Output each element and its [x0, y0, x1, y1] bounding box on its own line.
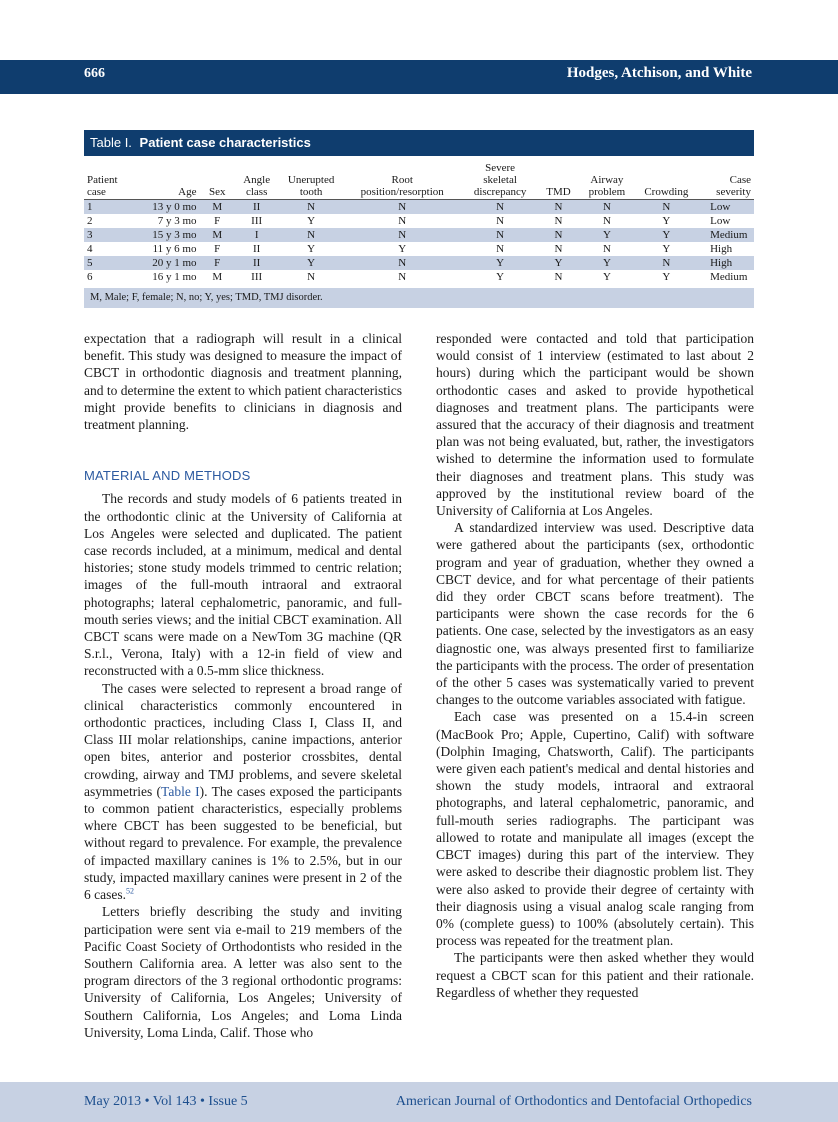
table-cell: 6 — [87, 271, 93, 283]
table-cell: N — [540, 200, 578, 215]
table-cell: N — [577, 200, 636, 215]
table-cell: N — [602, 215, 611, 227]
table-cell: Y — [637, 228, 697, 242]
table-cell: N — [278, 200, 343, 215]
table-cell: II — [253, 243, 261, 255]
table-cell: High — [696, 256, 754, 270]
table-title: Patient case characteristics — [139, 135, 311, 150]
table-cell: Y — [307, 215, 316, 227]
table-cell: 16 y 1 mo — [152, 271, 197, 283]
body-paragraph: The cases were selected to represent a broad range of clinical characteristics commonly encountered in orthodontic practices, including Class I, Class II, and Class III molar relationships, canine impactions, anterior open bites, anterior and posterior crossbites, dental crowding, airway and TMJ problems, and severe skeletal asymmetries (Table I). The cases exposed the participants to common patient characteristics, especially problems where CBCT has been suggested to be beneficial, but without regard to prevalence. For example, the prevalence of impacted maxillary canines is 1% to 2.5%, but in our study, impacted maxillary canines were present in 2 of the 6 cases.$^{52}$ — [84, 680, 402, 903]
table-cell: N — [344, 200, 461, 215]
table-label: Table I. — [90, 135, 132, 150]
table-cell: 1 — [84, 200, 133, 215]
left-column — [84, 330, 402, 1041]
table-row — [84, 270, 754, 284]
table-cell: Y — [278, 256, 343, 270]
table-cell: N — [554, 271, 563, 283]
col-header: Airway problem — [577, 162, 636, 200]
table-cell: N — [344, 256, 461, 270]
table-cell: Low — [710, 215, 731, 227]
citation-link[interactable]: 52 — [125, 886, 134, 896]
table-cell: 13 y 0 mo — [133, 200, 199, 215]
table-cell: Y — [461, 256, 540, 270]
table-cell: II — [235, 256, 279, 270]
table-row — [84, 214, 754, 228]
table-cell: N — [398, 271, 407, 283]
table-header-row — [84, 162, 754, 200]
table-cell: F — [214, 243, 221, 255]
table-1 — [84, 130, 754, 308]
col-header: TMD — [540, 162, 578, 200]
col-header: Angle class — [235, 162, 279, 200]
table-cell: III — [251, 215, 263, 227]
table-cell: M — [200, 200, 235, 215]
col-header: Severe skeletal discrepancy — [461, 162, 540, 200]
table-cell: N — [398, 215, 407, 227]
table-cell: 2 — [87, 215, 93, 227]
table-cell: Y — [398, 243, 407, 255]
journal-name: American Journal of Orthodontics and Dentofacial Orthopedics — [395, 1094, 752, 1109]
body-paragraph: Each case was presented on a 15.4-in screen (MacBook Pro; Apple, Cupertino, Calif) with software (Dolphin Imaging, Chatsworth, Calif). The participants were given each patient's medical and dental histories and shown the study models, intraoral and extraoral photographs, and lateral cephalometric, panoramic, and full-mouth series radiographs. The participant was allowed to rotate and manipulate all images (except the CBCT images) during this part of the interview. They were asked to describe their diagnostic problem list. They were also asked to provide their degree of certainty with their diagnosis using a visual analog scale ranging from 0% (complete guess) to 100% (absolutely certain). This process was repeated for the treatment plan. — [436, 709, 754, 949]
col-header: Crowding — [637, 162, 697, 200]
table-cell: Y — [662, 271, 671, 283]
col-header: Patient case — [84, 162, 133, 200]
table-cell: F — [214, 215, 221, 227]
table-cell: N — [602, 243, 611, 255]
col-header: Case severity — [696, 162, 754, 200]
table-cell: High — [710, 243, 733, 255]
table-cell: N — [554, 243, 563, 255]
running-header — [0, 60, 838, 94]
table-cell: Medium — [696, 228, 754, 242]
table-cell: III — [251, 271, 263, 283]
table-cell: M — [200, 228, 235, 242]
body-paragraph: A standardized interview was used. Descriptive data were gathered about the participants (sex, orthodontic program and year of graduation, whether they owned a CBCT device, and for what percentage of their patients did they order CBCT scans before treatment). The participants were shown the case records for the 6 patients. One case, selected by the investigators as an easy diagnostic one, was always presented first to familiarize the participants with the process. The order of presentation of the other 5 cases was systematically varied to prevent changes to the outcome variables associated with fatigue. — [436, 520, 754, 708]
table-row — [84, 256, 754, 270]
body-paragraph: Letters briefly describing the study and inviting participation were sent via e-mail to 219 members of the Pacific Coast Society of Orthodontists who resided in the Southern California area. A letter was also sent to the program directors of the 3 regional orthodontic programs: University of California, Los Angeles; University of Southern California, Los Angeles; and Loma Linda University, Loma Linda, Calif. Those who — [84, 904, 402, 1040]
table-cell: 3 — [84, 228, 133, 242]
table-cell: N — [344, 228, 461, 242]
table-cell: Y — [307, 243, 316, 255]
table-cell: M — [212, 271, 223, 283]
table-cell: 7 y 3 mo — [157, 215, 197, 227]
table-row — [84, 228, 754, 242]
col-header: Sex — [200, 162, 235, 200]
table-cell: II — [235, 200, 279, 215]
body-paragraph: The participants were then asked whether they would request a CBCT scan for this patient and their rationale. Regardless of whether they requested — [436, 950, 754, 1000]
running-authors: Hodges, Atchison, and White — [566, 65, 752, 81]
table-cell: 20 y 1 mo — [133, 256, 199, 270]
col-header: Unerupted tooth — [278, 162, 343, 200]
table-cell: 11 y 6 mo — [152, 243, 197, 255]
table-title-bar — [84, 130, 754, 156]
table-cell: 5 — [84, 256, 133, 270]
patient-table — [84, 162, 754, 284]
table-cell: Y — [577, 256, 636, 270]
page-number: 666 — [84, 66, 105, 81]
table-cell: Y — [662, 243, 671, 255]
body-paragraph: The records and study models of 6 patients treated in the orthodontic clinic at the University of California at Los Angeles were selected and duplicated. The patient case records included, at a minimum, medical and dental histories; stone study models trimmed to centric relation; images of the full-mouth intraoral and extraoral photographs; lateral cephalometric, panoramic, and full-mouth series views; and the initial CBCT examination. All CBCT scans were made on a NewTom 3G machine (QR S.r.l., Verona, Italy) with a 12-in field of view and reconstructed with a 0.5-mm slice thickness. — [84, 491, 402, 679]
table-cell: 4 — [87, 243, 93, 255]
table-cell: N — [461, 200, 540, 215]
table-cell: Y — [540, 256, 578, 270]
section-heading: MATERIAL AND METHODS — [84, 468, 251, 484]
table-cell: F — [200, 256, 235, 270]
intro-paragraph-end: expectation that a radiograph will result in a clinical benefit. This study was designed to measure the impact of CBCT in orthodontic diagnosis and treatment planning, and to determine the extent to which patient characteristics might provide benefits to clinicians in diagnosis and treatment planning. — [84, 331, 402, 433]
table-cell: Y — [662, 215, 671, 227]
table-cell: Y — [577, 228, 636, 242]
table-cell: N — [554, 215, 563, 227]
table-cell: N — [540, 228, 578, 242]
table-cell: 15 y 3 mo — [133, 228, 199, 242]
issue-info: May 2013 • Vol 143 • Issue 5 — [84, 1094, 248, 1109]
table-cell: N — [496, 215, 505, 227]
table-cell: N — [307, 271, 316, 283]
table-row — [84, 242, 754, 256]
table-cell: N — [461, 228, 540, 242]
running-footer — [0, 1082, 838, 1122]
right-column — [436, 330, 754, 1001]
body-paragraph: responded were contacted and told that participation would consist of 1 interview (estimated to last about 2 hours) during which the participant would be shown orthodontic cases and asked to provide hypothetical diagnoses and treatment plans. The participants were assured that the accuracy of their diagnosis and treatment plan was not being evaluated, but, rather, the investigators wished to determine the information used to formulate their diagnoses and treatment plans. This study was approved by the institutional review board of the University of California at Los Angeles. — [436, 331, 754, 519]
table-cell: N — [637, 256, 697, 270]
col-header: Root position/resorption — [344, 162, 461, 200]
table-cell: Y — [602, 271, 611, 283]
table-row — [84, 200, 754, 215]
col-header: Age — [133, 162, 199, 200]
table-cell: Y — [496, 271, 505, 283]
table-footnote: M, Male; F, female; N, no; Y, yes; TMD, TMJ disorder. — [84, 288, 754, 308]
table-cell: N — [637, 200, 697, 215]
table-cell: N — [496, 243, 505, 255]
table-cell: Low — [696, 200, 754, 215]
table-cell: I — [235, 228, 279, 242]
table-cell: N — [278, 228, 343, 242]
table-cell: Medium — [710, 271, 748, 283]
table-reference-link[interactable]: Table I — [161, 783, 200, 799]
